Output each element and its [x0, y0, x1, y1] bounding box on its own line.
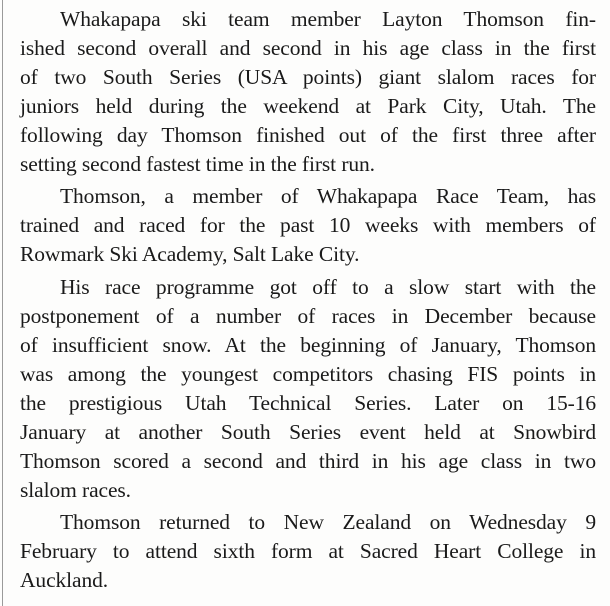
text-line: setting second fastest time in the first run.	[20, 151, 375, 176]
text-line: was among the youngest competitors chasing FIS points in	[20, 361, 596, 386]
text-line: ished second overall and second in his age class in the first	[20, 35, 596, 60]
text-line: Thomson returned to New Zealand on Wednesday 9	[60, 510, 596, 535]
text-line: of insufficient snow. At the beginning of January, Thomson	[20, 332, 596, 357]
column-rule	[2, 0, 3, 606]
text-line: slalom races.	[20, 477, 131, 502]
text-line: January at another South Series event held at Snowbird	[20, 419, 596, 444]
text-line: February to attend sixth form at Sacred Heart College in	[20, 539, 596, 564]
text-line: following day Thomson finished out of the first three after	[20, 122, 596, 147]
text-line: His race programme got off to a slow start with the	[60, 275, 596, 300]
text-line: Rowmark Ski Academy, Salt Lake City.	[20, 242, 360, 267]
text-line: of two South Series (USA points) giant slalom races for	[20, 64, 596, 89]
text-line: Thomson scored a second and third in his age class in two	[20, 448, 596, 473]
text-line: trained and raced for the past 10 weeks with members of	[20, 213, 596, 238]
text-line: Whakapapa ski team member Layton Thomson fin-	[60, 7, 596, 31]
text-line: the prestigious Utah Technical Series. Later on 15-16	[20, 390, 596, 415]
paragraph-4	[20, 508, 596, 595]
paragraph-2	[20, 182, 596, 269]
paragraph-1	[20, 5, 596, 178]
text-line: postponement of a number of races in December because	[20, 304, 596, 329]
text-line: Auckland.	[20, 568, 109, 593]
text-line: Thomson, a member of Whakapapa Race Team, has	[60, 184, 596, 209]
paragraph-3	[20, 273, 596, 504]
article-body	[20, 5, 596, 599]
text-line: juniors held during the weekend at Park City, Utah. The	[20, 93, 596, 118]
